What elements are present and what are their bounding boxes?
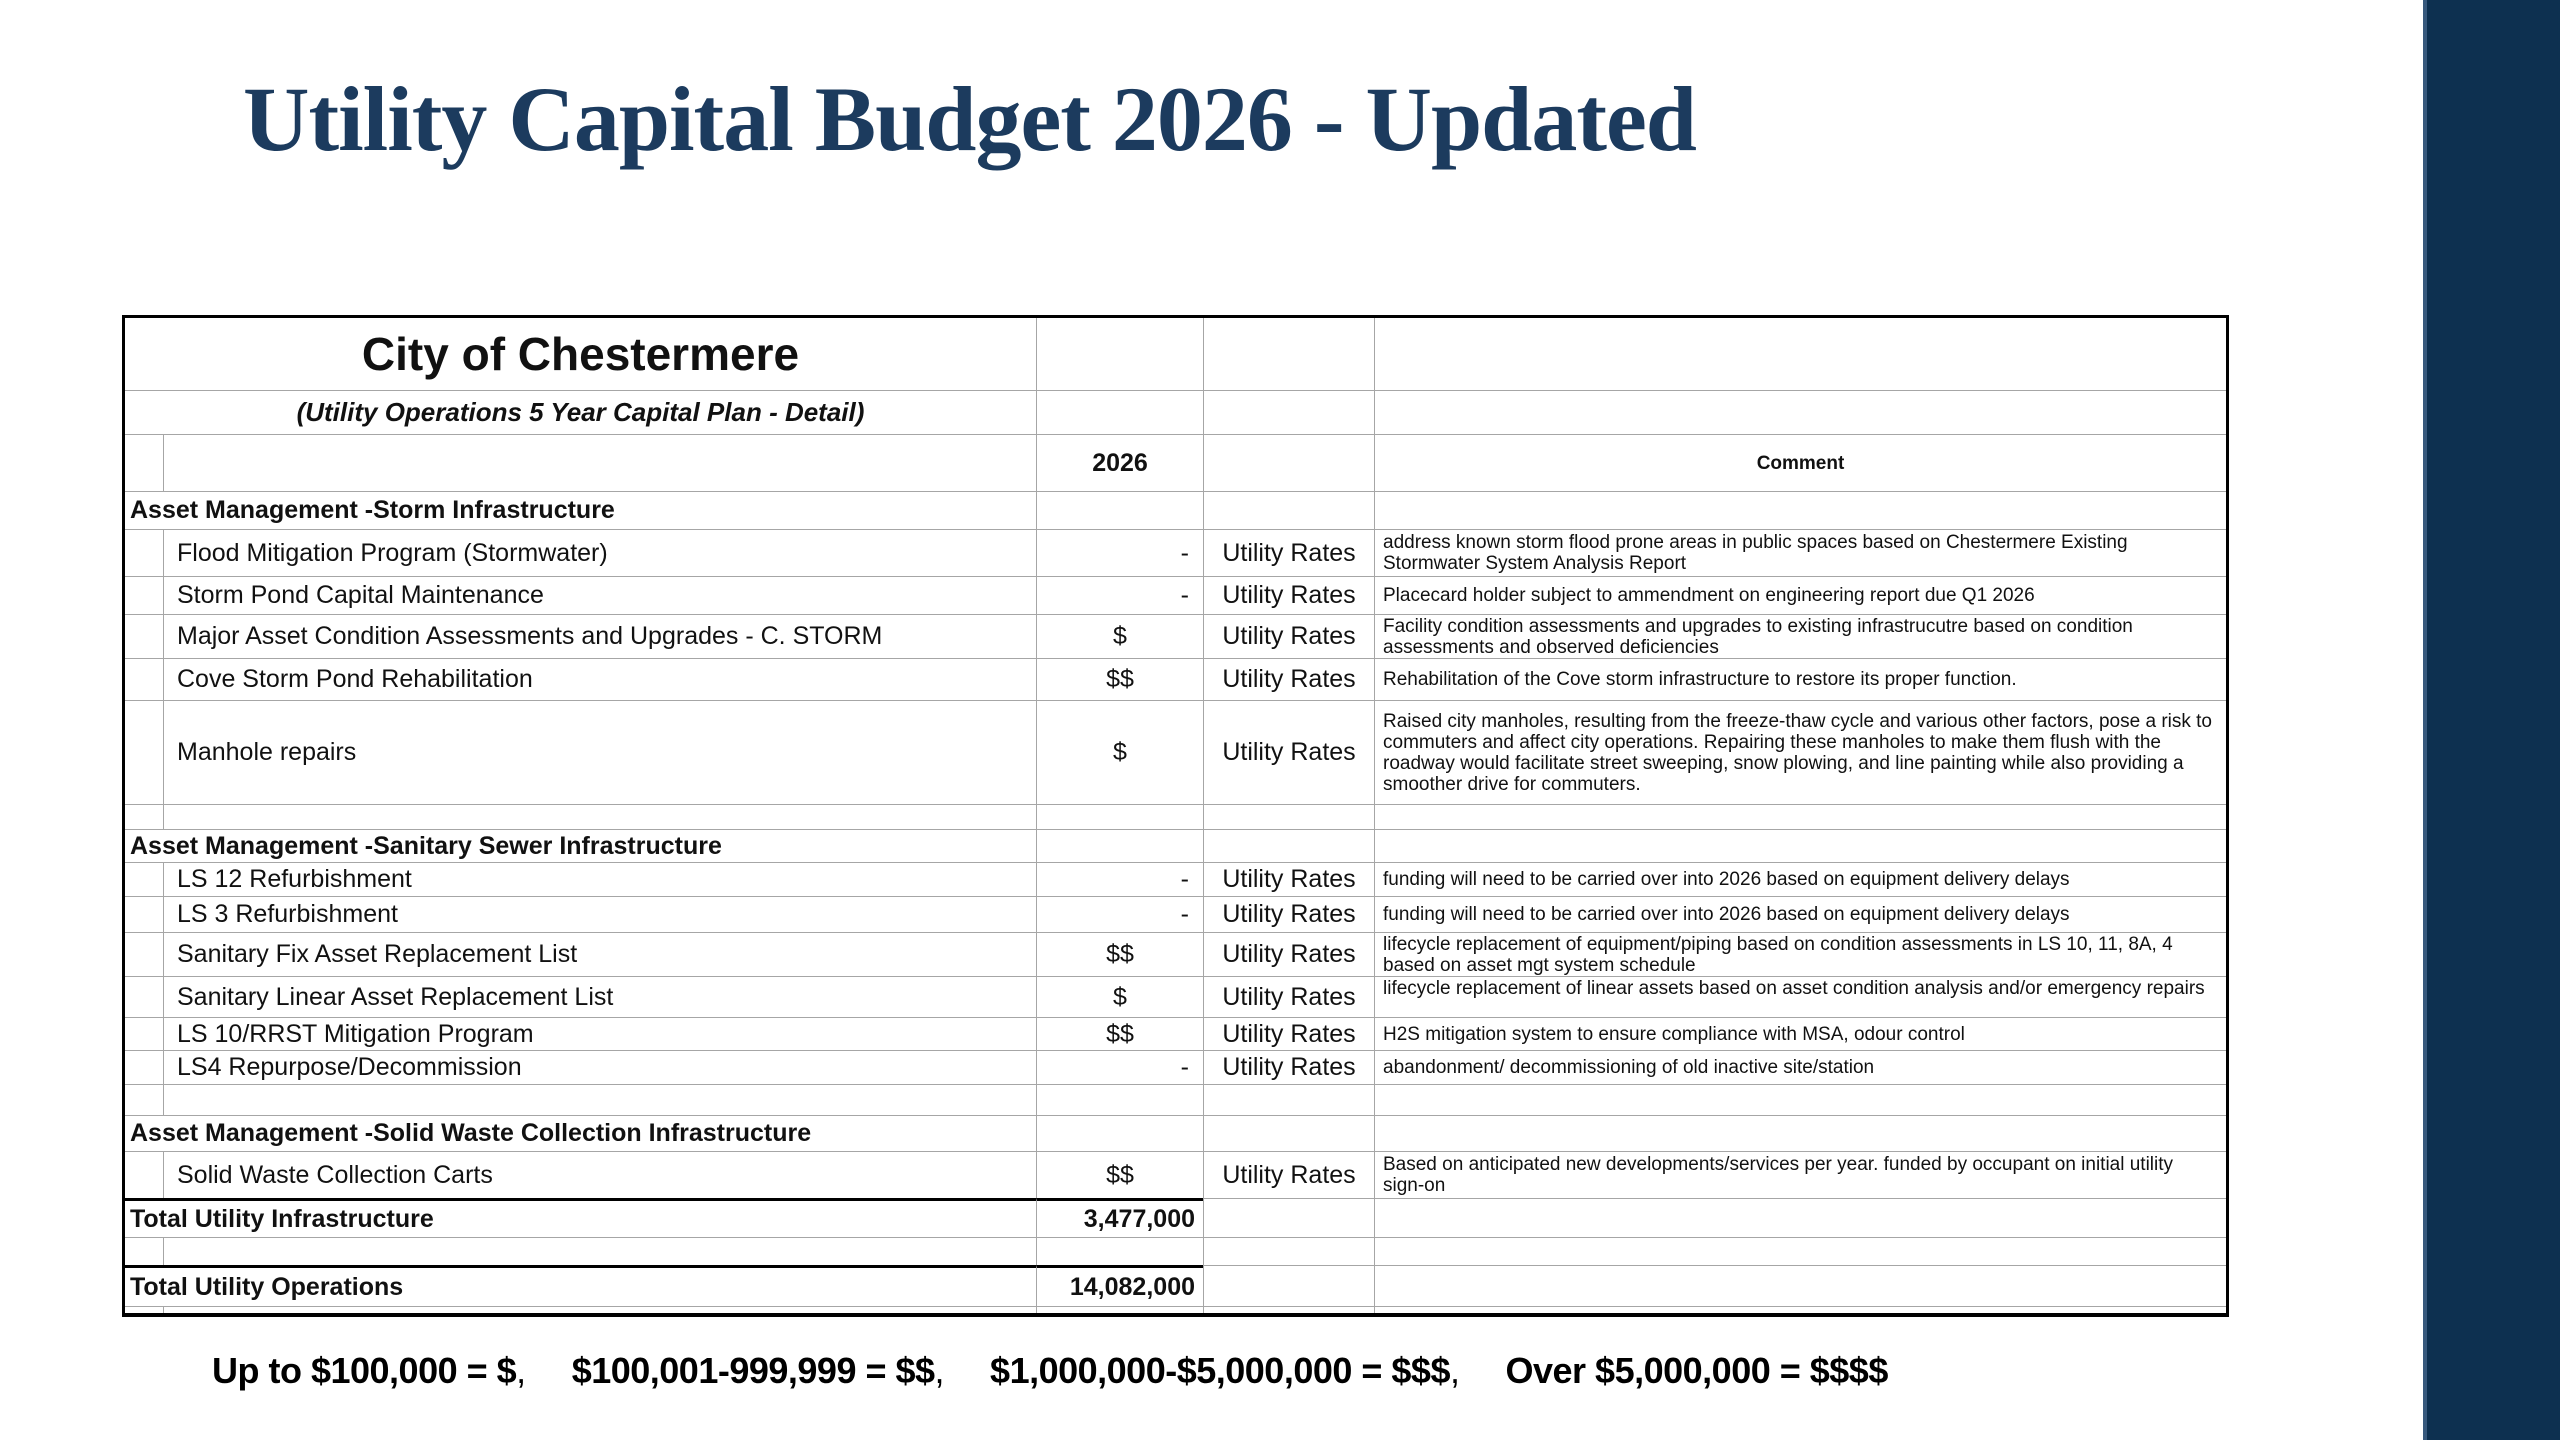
table-header-row (125, 434, 2226, 491)
table-row (125, 1017, 2226, 1050)
row-label (163, 1237, 1036, 1265)
fund-cell: Utility Rates (1203, 700, 1374, 804)
value-cell (1036, 491, 1203, 529)
column-header-comment: Comment (1374, 434, 2226, 491)
comment-cell: Raised city manholes, resulting from the freeze-thaw cycle and various other factors, pose a risk to commuters and affect city operations. Repairing these manholes to make them flush with the roadway would facilitate street sweeping, snow plowing, and line painting while also providing a smoother drive for commuters. (1374, 700, 2226, 804)
value-cell (1036, 1084, 1203, 1115)
fund-cell (1203, 1084, 1374, 1115)
indent-cell (125, 804, 163, 829)
fund-cell (1203, 1198, 1374, 1237)
value-cell: - (1036, 1050, 1203, 1084)
fund-cell: Utility Rates (1203, 1017, 1374, 1050)
indent-cell (125, 976, 163, 1017)
row-label (163, 1306, 1036, 1313)
comment-cell (1374, 1198, 2226, 1237)
indent-cell (125, 614, 163, 658)
row-label (163, 434, 1036, 491)
value-cell (1036, 1306, 1203, 1313)
fund-cell (1203, 491, 1374, 529)
row-label: Total Utility Operations (125, 1265, 1036, 1306)
row-label: Manhole repairs (163, 700, 1036, 804)
comment-cell (1374, 1084, 2226, 1115)
table-row (125, 1050, 2226, 1084)
row-label: LS 3 Refurbishment (163, 896, 1036, 932)
table-row (125, 658, 2226, 700)
table-row (125, 829, 2226, 862)
value-cell: $ (1036, 700, 1203, 804)
comment-cell (1374, 829, 2226, 862)
table-subtitle-row (125, 390, 2226, 434)
row-label: Sanitary Linear Asset Replacement List (163, 976, 1036, 1017)
indent-cell (125, 1084, 163, 1115)
comment-cell: Based on anticipated new developments/services per year. funded by occupant on initial utility sign-on (1374, 1151, 2226, 1198)
row-label: Total Utility Infrastructure (125, 1198, 1036, 1237)
fund-cell: Utility Rates (1203, 658, 1374, 700)
budget-table (122, 315, 2229, 1317)
value-cell (1036, 829, 1203, 862)
comment-cell (1374, 1237, 2226, 1265)
row-label: Cove Storm Pond Rehabilitation (163, 658, 1036, 700)
fund-cell: Utility Rates (1203, 932, 1374, 976)
value-cell (1036, 1115, 1203, 1151)
indent-cell (125, 658, 163, 700)
comment-cell (1374, 804, 2226, 829)
value-cell (1036, 1237, 1203, 1265)
indent-cell (125, 1237, 163, 1265)
row-label (163, 804, 1036, 829)
comment-cell: funding will need to be carried over into 2026 based on equipment delivery delays (1374, 862, 2226, 896)
fund-cell (1203, 1115, 1374, 1151)
row-label: Asset Management -Storm Infrastructure (125, 491, 1036, 529)
indent-cell (125, 896, 163, 932)
fund-cell (1203, 829, 1374, 862)
comment-cell: H2S mitigation system to ensure compliance with MSA, odour control (1374, 1017, 2226, 1050)
comment-cell: Rehabilitation of the Cove storm infrastructure to restore its proper function. (1374, 658, 2226, 700)
accent-sidebar (2423, 0, 2560, 1440)
comment-cell: abandonment/ decommissioning of old inactive site/station (1374, 1050, 2226, 1084)
column-header-year: 2026 (1036, 434, 1203, 491)
fund-cell (1203, 1237, 1374, 1265)
indent-cell (125, 932, 163, 976)
fund-cell (1203, 390, 1374, 434)
indent-cell (125, 1050, 163, 1084)
value-cell: $$ (1036, 1151, 1203, 1198)
comment-cell (1374, 390, 2226, 434)
value-cell: $$ (1036, 932, 1203, 976)
row-label: LS 10/RRST Mitigation Program (163, 1017, 1036, 1050)
row-label: Solid Waste Collection Carts (163, 1151, 1036, 1198)
fund-cell: Utility Rates (1203, 614, 1374, 658)
table-title-row (125, 318, 2226, 390)
fund-cell (1203, 804, 1374, 829)
table-row (125, 1084, 2226, 1115)
row-label: LS4 Repurpose/Decommission (163, 1050, 1036, 1084)
comment-cell: lifecycle replacement of linear assets based on asset condition analysis and/or emergency repairs (1374, 976, 2226, 1017)
fund-cell: Utility Rates (1203, 529, 1374, 576)
fund-cell: Utility Rates (1203, 862, 1374, 896)
indent-cell (125, 1017, 163, 1050)
table-row (125, 529, 2226, 576)
row-label (163, 1084, 1036, 1115)
value-cell: 14,082,000 (1036, 1265, 1203, 1306)
indent-cell (125, 576, 163, 614)
row-label: Major Asset Condition Assessments and Upgrades - C. STORM (163, 614, 1036, 658)
row-label: Flood Mitigation Program (Stormwater) (163, 529, 1036, 576)
table-row (125, 896, 2226, 932)
row-label: Sanitary Fix Asset Replacement List (163, 932, 1036, 976)
budget-table-rows (125, 491, 2226, 1313)
value-cell: $ (1036, 976, 1203, 1017)
value-cell (1036, 804, 1203, 829)
comment-cell (1374, 1265, 2226, 1306)
table-row (125, 976, 2226, 1017)
legend-separator: , (1449, 1350, 1460, 1391)
value-cell (1036, 390, 1203, 434)
comment-cell: Placecard holder subject to ammendment on engineering report due Q1 2026 (1374, 576, 2226, 614)
table-row (125, 932, 2226, 976)
fund-cell: Utility Rates (1203, 576, 1374, 614)
fund-cell: Utility Rates (1203, 1050, 1374, 1084)
value-cell: $$ (1036, 658, 1203, 700)
fund-cell (1203, 318, 1374, 390)
legend-segment: Up to $100,000 = $ (212, 1350, 517, 1391)
table-row (125, 491, 2226, 529)
page-title: Utility Capital Budget 2026 - Updated (243, 68, 1696, 170)
row-label: Asset Management -Sanitary Sewer Infrastructure (125, 829, 1036, 862)
row-label: LS 12 Refurbishment (163, 862, 1036, 896)
table-row (125, 804, 2226, 829)
legend-separator: , (516, 1350, 526, 1391)
fund-cell (1203, 434, 1374, 491)
table-row (125, 1306, 2226, 1313)
indent-cell (125, 434, 163, 491)
indent-cell (125, 529, 163, 576)
legend-segment: Over $5,000,000 = $$$$ (1505, 1350, 1888, 1391)
legend-segment: $1,000,000-$5,000,000 = $$$ (990, 1350, 1450, 1391)
table-subtitle: (Utility Operations 5 Year Capital Plan - Detail) (125, 390, 1036, 434)
comment-cell: funding will need to be carried over into 2026 based on equipment delivery delays (1374, 896, 2226, 932)
value-cell: - (1036, 529, 1203, 576)
comment-cell: Facility condition assessments and upgrades to existing infrastrucutre based on condition assessments and observed deficiencies (1374, 614, 2226, 658)
indent-cell (125, 1306, 163, 1313)
value-cell: - (1036, 576, 1203, 614)
indent-cell (125, 862, 163, 896)
value-cell: $ (1036, 614, 1203, 658)
table-row (125, 700, 2226, 804)
table-row (125, 576, 2226, 614)
table-row (125, 1115, 2226, 1151)
table-row (125, 1151, 2226, 1198)
table-row (125, 1265, 2226, 1306)
indent-cell (125, 1151, 163, 1198)
fund-cell: Utility Rates (1203, 896, 1374, 932)
value-cell: - (1036, 862, 1203, 896)
fund-cell (1203, 1306, 1374, 1313)
legend-segment: $100,001-999,999 = $$ (571, 1350, 935, 1391)
comment-cell: address known storm flood prone areas in public spaces based on Chestermere Existing Stormwater System Analysis Report (1374, 529, 2226, 576)
comment-cell (1374, 491, 2226, 529)
table-org-title: City of Chestermere (361, 328, 800, 380)
row-label: Asset Management -Solid Waste Collection Infrastructure (125, 1115, 1036, 1151)
value-cell: - (1036, 896, 1203, 932)
budget-legend (212, 1350, 1888, 1392)
fund-cell (1203, 1265, 1374, 1306)
comment-cell (1374, 1115, 2226, 1151)
indent-cell (125, 700, 163, 804)
comment-cell (1374, 318, 2226, 390)
table-row (125, 614, 2226, 658)
table-row (125, 1198, 2226, 1237)
comment-cell: lifecycle replacement of equipment/piping based on condition assessments in LS 10, 11, 8A, 4 based on asset mgt system schedule (1374, 932, 2226, 976)
legend-separator: , (934, 1350, 945, 1391)
fund-cell: Utility Rates (1203, 976, 1374, 1017)
comment-cell (1374, 1306, 2226, 1313)
fund-cell: Utility Rates (1203, 1151, 1374, 1198)
value-cell: 3,477,000 (1036, 1198, 1203, 1237)
value-cell (1036, 318, 1203, 390)
value-cell: $$ (1036, 1017, 1203, 1050)
table-row (125, 862, 2226, 896)
table-row (125, 1237, 2226, 1265)
row-label: Storm Pond Capital Maintenance (163, 576, 1036, 614)
